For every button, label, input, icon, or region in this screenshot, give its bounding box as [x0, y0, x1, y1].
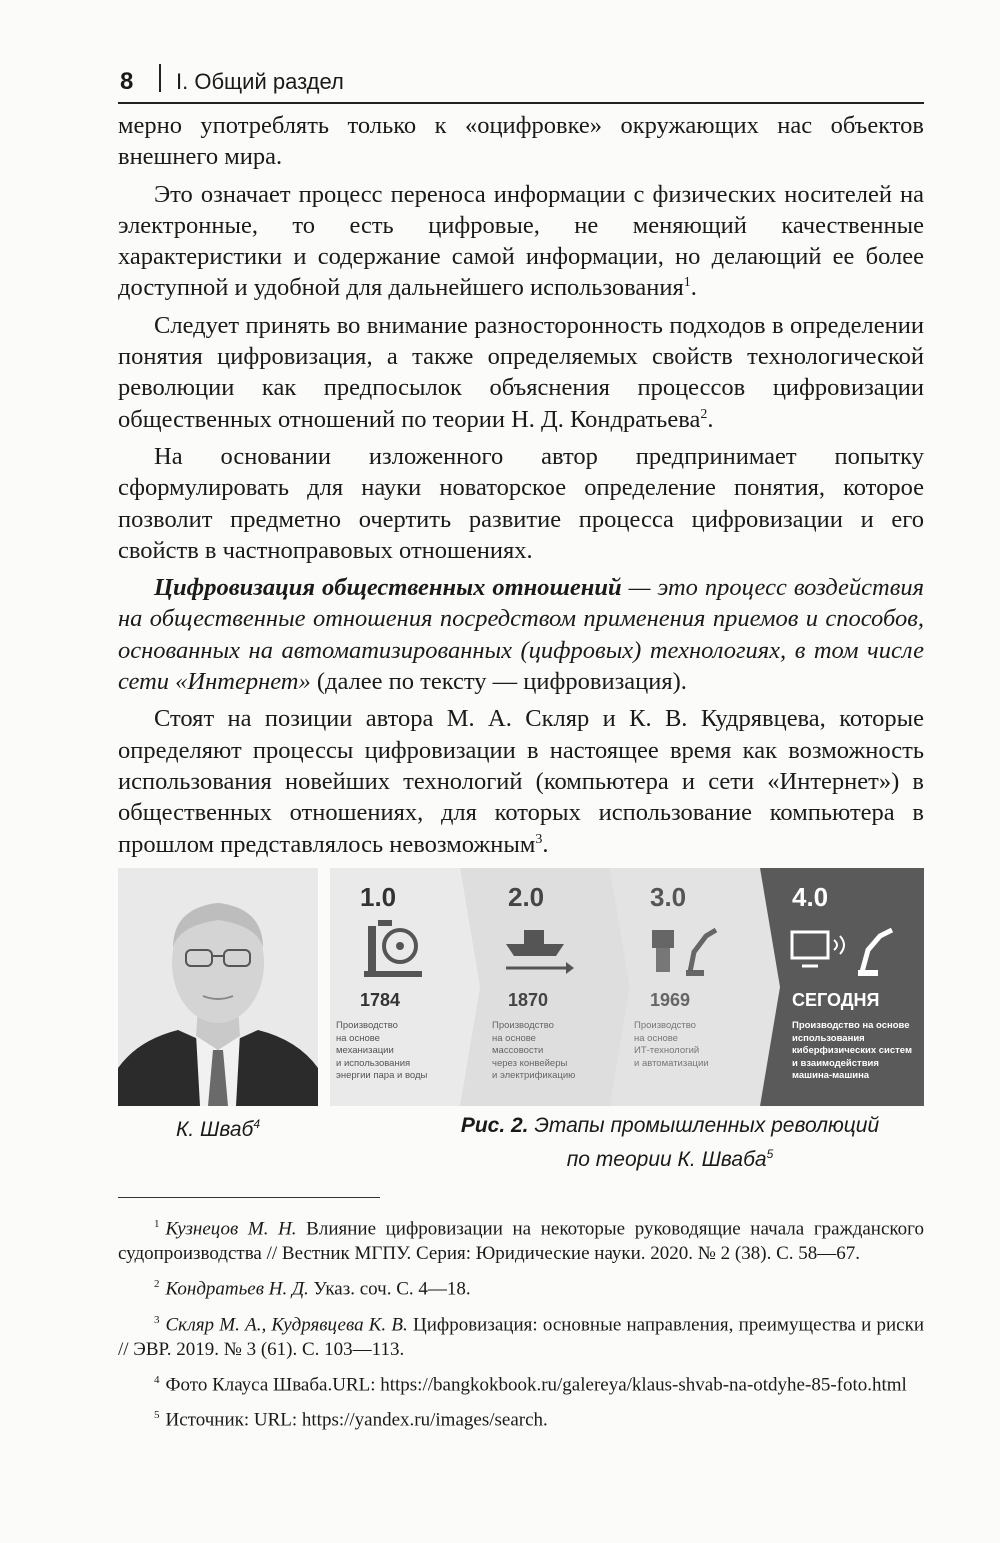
stage-2-description	[492, 1020, 575, 1083]
header-separator	[159, 64, 161, 92]
footnote-ref-3[interactable]: 3	[535, 831, 543, 847]
stage-1-desc-line: энергии пара и воды	[336, 1070, 428, 1081]
footnote-author: Кузнецов М. Н.	[165, 1218, 297, 1240]
footnote-ref-4[interactable]: 4	[253, 1117, 261, 1131]
photo-caption-text: К. Шваб	[175, 1118, 254, 1141]
stage-2-year: 1870	[508, 990, 549, 1010]
figure-caption-line-1	[410, 1112, 930, 1140]
paragraph-3-text: Следует принять во внимание разносторонность подходов в определении понятия цифровизация, а также определяемых свойств технологической революции как предпосылок объяснения процессов цифровизации общественных отношений по теории Н. Д. Кондратьева	[118, 311, 924, 433]
stage-3	[628, 868, 768, 1106]
footnote-2	[118, 1272, 924, 1301]
stage-2-desc-line: на основе	[492, 1032, 536, 1044]
paragraph-2-text: Это означает процесс переноса информации с физических носителей на электронные, то есть цифровые, не меняющий качественные характеристики и содержание самой информации, но делающий ее более доступной и удобной для дальнейшего использования	[118, 180, 924, 302]
photo-caption	[118, 1117, 318, 1142]
stage-4-desc-line: и взаимодействия	[792, 1057, 879, 1069]
paragraph-2-end: .	[690, 274, 697, 302]
stage-2-desc-line: через конвейеры	[492, 1057, 568, 1069]
footnote-ref-5[interactable]: 5	[766, 1147, 774, 1161]
footnote-1	[118, 1212, 924, 1266]
industrial-revolutions-figure	[330, 868, 924, 1106]
stage-3-description	[634, 1020, 709, 1070]
footnote-number: 1	[154, 1218, 160, 1230]
footnote-author: Скляр М. А., Кудрявцева К. В.	[165, 1313, 408, 1335]
stage-1-version: 1.0	[360, 882, 397, 912]
steam-machine-icon	[358, 916, 428, 981]
stage-1-desc-line: механизации	[336, 1045, 394, 1056]
footnote-number: 5	[154, 1409, 160, 1422]
paragraph-6-text: Стоят на позиции автора М. А. Скляр и К. В. Кудрявцева, которые определяют процессы цифровизации в настоящее время как возможность использования новейших технологий (компьютера и сети «Интернет») в общественных отношениях, для которых использование компьютера в прошлом представлялось невозможным	[118, 705, 924, 858]
footnote-text: Указ. соч. С. 4—18.	[308, 1278, 471, 1300]
stage-1-year: 1784	[360, 990, 401, 1010]
figure-caption-line-2	[410, 1140, 930, 1174]
footnote-author: Кондратьев Н. Д.	[165, 1278, 309, 1300]
footnote-text: Влияние цифровизации на некоторые руководящие начала гражданского судопроизводства // Вестник МГПУ. Серия: Юридические науки. 2020. № 2 (38). С. 58—67.	[118, 1218, 924, 1265]
stage-4	[770, 868, 924, 1106]
footnote-ref-2[interactable]: 2	[700, 406, 708, 422]
stage-1-description	[336, 1020, 427, 1083]
stage-1-desc-line: на основе	[336, 1032, 380, 1044]
conveyor-icon	[500, 916, 580, 981]
paragraph-2	[118, 179, 924, 304]
stage-4-desc-line: машина-машина	[792, 1070, 870, 1081]
figure-caption	[410, 1112, 930, 1174]
paragraph-1	[118, 110, 924, 173]
footnote-3	[118, 1308, 924, 1362]
paragraph-3-end: .	[707, 405, 714, 433]
footnote-rule	[118, 1197, 380, 1198]
footnote-number: 3	[154, 1313, 160, 1326]
stage-1-desc-line: и использования	[336, 1057, 411, 1069]
footnote-4	[118, 1368, 924, 1397]
stage-4-year: СЕГОДНЯ	[792, 990, 880, 1010]
schwab-photo	[118, 868, 318, 1106]
stage-4-description	[792, 1020, 912, 1083]
stage-3-desc-line: на основе	[634, 1032, 678, 1044]
footnote-text: Цифровизация: основные направления, преимущества и риски // ЭВР. 2019. № 3 (61). С. 103—113.	[118, 1313, 924, 1360]
footnote-number: 2	[154, 1278, 160, 1291]
definition-term: Цифровизация общественных отношений	[154, 574, 622, 602]
paragraph-4-text: На основании изложенного автор предпринимает попытку сформулировать для науки новаторское определение понятия, которое позволит предметно очертить развитие процесса цифровизации и его свойств в частноправовых отношениях.	[118, 442, 924, 564]
paragraph-6-end: .	[542, 830, 549, 858]
running-header	[118, 62, 924, 104]
portrait-illustration	[118, 868, 318, 1106]
stage-2-desc-line: и электрификацию	[492, 1070, 576, 1081]
stage-3-year: 1969	[650, 990, 691, 1010]
stage-3-version: 3.0	[650, 882, 687, 912]
paragraph-3	[118, 310, 924, 435]
stage-2-version: 2.0	[508, 882, 545, 912]
paragraph-1-text: мерно употреблять только к «оцифровке» окружающих нас объектов внешнего мира.	[118, 112, 924, 171]
footnotes	[118, 1212, 924, 1439]
cyber-physical-icon	[788, 916, 908, 981]
footnote-text[interactable]: Источник: URL: https://yandex.ru/images/search.	[165, 1409, 548, 1431]
footnote-number: 4	[154, 1373, 160, 1386]
footnote-ref-1[interactable]: 1	[683, 275, 691, 291]
footnote-5	[118, 1403, 924, 1432]
footnote-text[interactable]: Фото Клауса Шваба.URL: https://bangkokbook.ru/galereya/klaus-shvab-na-otdyhe-85-foto.html	[165, 1374, 907, 1396]
definition-tail: (далее по тексту — цифровизация).	[310, 668, 687, 696]
computer-robot-arm-icon	[646, 916, 726, 981]
stage-2-desc-line: Производство	[492, 1020, 554, 1031]
section-title: I. Общий раздел	[176, 69, 344, 94]
paragraph-4	[118, 441, 924, 566]
stage-4-desc-line: Производство на основе	[792, 1020, 910, 1031]
stage-4-desc-line: киберфизических систем	[792, 1045, 912, 1056]
stage-4-desc-line: использования	[792, 1032, 865, 1044]
definition-body: — это процесс воздействия на общественные отношения посредством применения приемов и способов, основанных на автоматизированных (цифровых) технологиях, в том числе сети «Интернет»	[118, 574, 924, 696]
stage-4-version: 4.0	[792, 882, 829, 912]
figure-caption-subtitle: по теории К. Шваба	[566, 1148, 767, 1171]
stage-3-desc-line: ИТ-технологий	[634, 1045, 700, 1056]
figure-caption-title: Этапы промышленных революций	[528, 1114, 880, 1137]
stage-1	[330, 868, 470, 1106]
body-text	[118, 110, 924, 866]
stage-3-desc-line: Производство	[634, 1020, 696, 1031]
paragraph-6	[118, 703, 924, 859]
stage-3-desc-line: и автоматизации	[634, 1057, 709, 1069]
stage-2	[482, 868, 622, 1106]
stage-2-desc-line: массовости	[492, 1045, 544, 1056]
stage-1-desc-line: Производство	[336, 1020, 398, 1031]
page-number: 8	[120, 68, 134, 95]
figure-label: Рис. 2.	[460, 1114, 529, 1137]
definition-paragraph	[118, 572, 924, 697]
